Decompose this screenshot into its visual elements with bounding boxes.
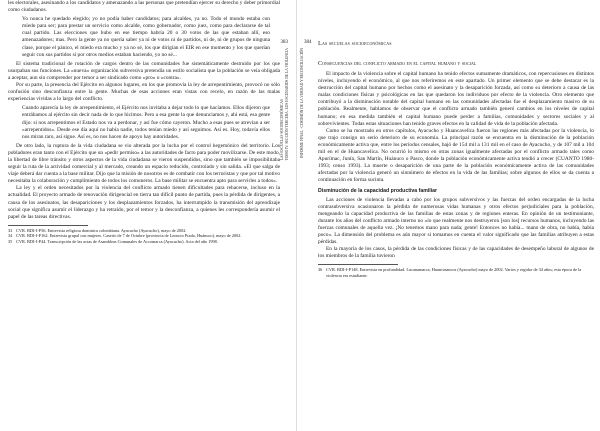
- left-page-number: 383: [280, 40, 288, 45]
- right-paragraph-1: El impacto de la violencia sobre el capital humano ha tenido efectos sumamente dramáticos, con repercusiones en distintos niveles, incluyendo el económico, al que nos referiremos en este apartado. Un primer elemento que se debe destacar es la destrucción del capital humano por hechos como el asesinato y la desaparición forzada, así como su deterioro a causa de las malas condiciones físicas y psicológicas en las que quedaron los individuos por efecto de la violencia. Otro elemento que contribuyó a la disminución notable del capital humano en las comunidades afectadas fue el desplazamiento masivo de su población. Realmente, hablamos de observar que el conflicto armado también generó cambios en los niveles de capital humano; en esa medida también el capital humano puede perder a familias, comunidades y sectores sociales y al sobrevivientes. Todas estas situaciones han tenido graves efectos en la calidad de vida de la población afectada.: [318, 71, 594, 127]
- left-quote-1: Yo nunca he quedado elegido; yo no podía haber candidatos; para alcaldes, ya no. Todo el mundo estaba con miedo para ser; para prestar un servicio como alcalde, como gobernador, como juez, como para declararse de tal cual partido. Las elecciones que hubo en ese tiempo habría 20 o 30 votos de las que estaban allí, eso amenazadores; mas. Pero la gente ya no quería saber ya ni de votos ni de partidos, ni de, ni de grupos de ninguna clase, porque el pánico, el miedo era mucho y ya no sé, los que dirigían el EIR en ese momento y los que querían seguir con sus partidos sí por otros medios estaban haciendo, yo no sé...: [22, 16, 270, 58]
- page-gutter: [296, 0, 297, 431]
- footnote-text: CVR. BDI-I-P44. Transcripción de las actas de Asambleas Comunales de Accomarca (Ayacucho). Acta del año 1998.: [16, 239, 218, 244]
- left-quote-2: Cuando aparecía la ley de arrepentimiento, el Ejército nos invitaba a dejar todo lo que hacíamos. Ellos dijeron que entrábamos al ejército sin decir nada de lo que hicimos. Pero a esa gente la que denunciamos y, ahí está, esa gente dijo: si nos arrepentimos el Estado nos va a perdonar, y así fue cómo cayeron. Mucho a esas pues se atrevían a ser «arrepentidos». Desde ese día aquí no había nadie, todos tenían miedo y así seguimos. Así es. Hoy, todavía ellos nos miran raro, así sigue. Así es, no nos hacen de apoyo hay autoridades.: [22, 105, 270, 140]
- right-running-spine: INFORME FINAL · COMISIÓN DE LA VERDAD Y RECONCILIACIÓN: [300, 48, 304, 158]
- footnote-text: CVR. BDI-I-P162. Entrevista grupal con mujeres. Caserío de 7 de Octubre (provincia de Leoncio Prado, Huánuco), mayo de 2002.: [16, 233, 242, 239]
- left-paragraph-2: El sistema tradicional de rotación de cargos dentro de las comunidades fue sistemáticamente destruido por los que usurpaban sus funciones. La «nueva» organización subversiva pretendía un estilo socialista que la población se veía obligada a aceptar, aun sin comprender por temor a ser sindicado como «pro» o «contra».: [8, 60, 280, 81]
- footnote: [318, 267, 594, 278]
- footnote-number: 35: [8, 239, 13, 244]
- left-paragraph-3: Por su parte, la presencia del Ejército en algunos lugares, en los que promovía la ley de arrepentimiento, provocó no sólo confusión sino desconfianza entre la gente. Muchas de esas acciones eran vistas con recelo, en razón de las malas experiencias vividas a lo largo del conflicto.: [8, 82, 280, 103]
- subsection-title: Disminución de la capacidad productiva familiar: [318, 187, 438, 194]
- left-paragraph-1: les electorales, asesinando a los candidatos y amenazando a las personas que pretendían ejercer su derecho y deber primordial como ciudadanos.: [8, 0, 280, 14]
- footnote-text: CVR. BDI-I-P56. Entrevista religiosa dominica colombiana. Ayacucho (Ayacucho), mayo de 2002.: [16, 227, 187, 233]
- right-text-column: [318, 0, 594, 279]
- left-paragraph-4: De otro lado, la ruptura de la vida ciudadana se vio alterada por la lucha por el control hegemónico del territorio. Los pobladores eran tanto con el Ejército que un «pedir permiso» a las autoridades de facto para poder movilizarse. De este modo, la libertad de libre tránsito y otros aspectos de la vida ciudadana se vieron suspendidos, sino que también se imposibilitaba seguir la ruta de la actividad comercial y al mercado, creando un espacio reducido, controlado y sin salida. «El que salga de viaje deberá dar cuenta a la base militar. Dijo que la misión de nosotros es de combatir con los terroristas y que por tal motivo necesitaba la colaboración y cumplimiento de todos los comuneros. La base militar se encuentra apto para servirles a todos».: [8, 142, 280, 185]
- left-paragraph-5: La ley y el orden necesitados por la violencia del conflicto armado tienen dificultades para rehacerse, incluso en la actualidad. El proyecto armado de renovación dirigencial en tierra tan difícil punto de partida, pues la pérdida de dirigentes, a causa de los asesinatos, las desapariciones y los desplazamientos forzados, ha interrumpido la transmisión del aprendizaje social que significa asumir el liderazgo y ha retraído, por el temor y la desconfianza, a quienes les correspondería asumir el papel de las tareas directivas.: [8, 185, 280, 220]
- right-paragraph-2: Como se ha mostrado en otros capítulos, Ayacucho y Huancavelica fueron las regiones más afectadas por la violencia, lo que trajo consigo un serio deterioro de su economía. La principal razón se encuentra en la disminución de la población económicamente activa que, entre los períodos censales, bajó de 154 mil a 131 mil en el caso de Ayacucho, y de 107 mil a 104 mil en el de Huancavelica. No ocurrió lo mismo en otras zonas igualmente afectadas por el conflicto armado tales como Apurímac, Junín, San Martín, Huánuco o Pasco, donde la población económicamente activa tendió a crecer (CUANTO 1980-1993; censo 1993). La muerte o desaparición de una parte de la población económicamente activa de las comunidades afectadas por la violencia generó un sinnúmero de efectos en la vida de las familias; sobre algunos de ellos se da cuenta a continuación en forma sucinta.: [318, 127, 594, 184]
- footnote: [8, 239, 280, 245]
- right-paragraph-4: En la mayoría de los casos, la pérdida de las condiciones físicas y de las capacidades de desempeño laboral de algunos de los miembros de la familia tuvieron: [318, 246, 594, 260]
- right-paragraph-3: Las acciones de violencia llevadas a cabo por los grupos subversivos y las fuerzas del orden encargadas de la lucha contrasubversiva ocasionaron la pérdida de numerosas vidas humanas y otros efectos perjudiciales para la población, mengeando la capacidad productiva de las familias de estas zonas y de regiones enteras. En opinión de un testimoniante, durante los años del conflicto armado interno no «lo que realmente nos destruyeron [son los] recursos humanos, incluyendo las fuerzas comunales de aquella vez. ¡No tenemos mano para nada; gente! Entonces no había... mano de obra, no había, había poco». La dimensión del problema es aún mayor si tomamos en cuenta el valor significado que las familias atribuyen a estas pérdidas.: [318, 196, 594, 246]
- right-page: [300, 0, 600, 431]
- running-header: Las secuelas socioeconómicas: [318, 40, 392, 47]
- footnote-number: 34: [8, 233, 13, 239]
- right-page-number: 384: [304, 40, 312, 45]
- footnote-text: CVR. BDI-I-P148. Entrevista en profundidad. Lucanamarca, Huancasancos (Ayacucho) mayo de 2002. Varios y regidor de 34 años; esta época de la violencia era estudiante.: [326, 267, 582, 278]
- left-text-column: [8, 0, 280, 245]
- footnote-number: 33: [8, 227, 13, 233]
- left-spine-title: LAS ESCUELAS SOCIOECONÓMICAS: [280, 99, 284, 161]
- left-running-spine: [280, 48, 290, 160]
- footnote-number: 36: [318, 267, 323, 273]
- section-title: Consecuencias del conflicto armado en el capital humano y social: [318, 61, 477, 67]
- left-page: [0, 0, 292, 431]
- left-spine-subtitle: TOMO IV. SECCIÓN TERCERA. LOS ESCENARIOS DE LA VIOLENCIA: [285, 48, 289, 161]
